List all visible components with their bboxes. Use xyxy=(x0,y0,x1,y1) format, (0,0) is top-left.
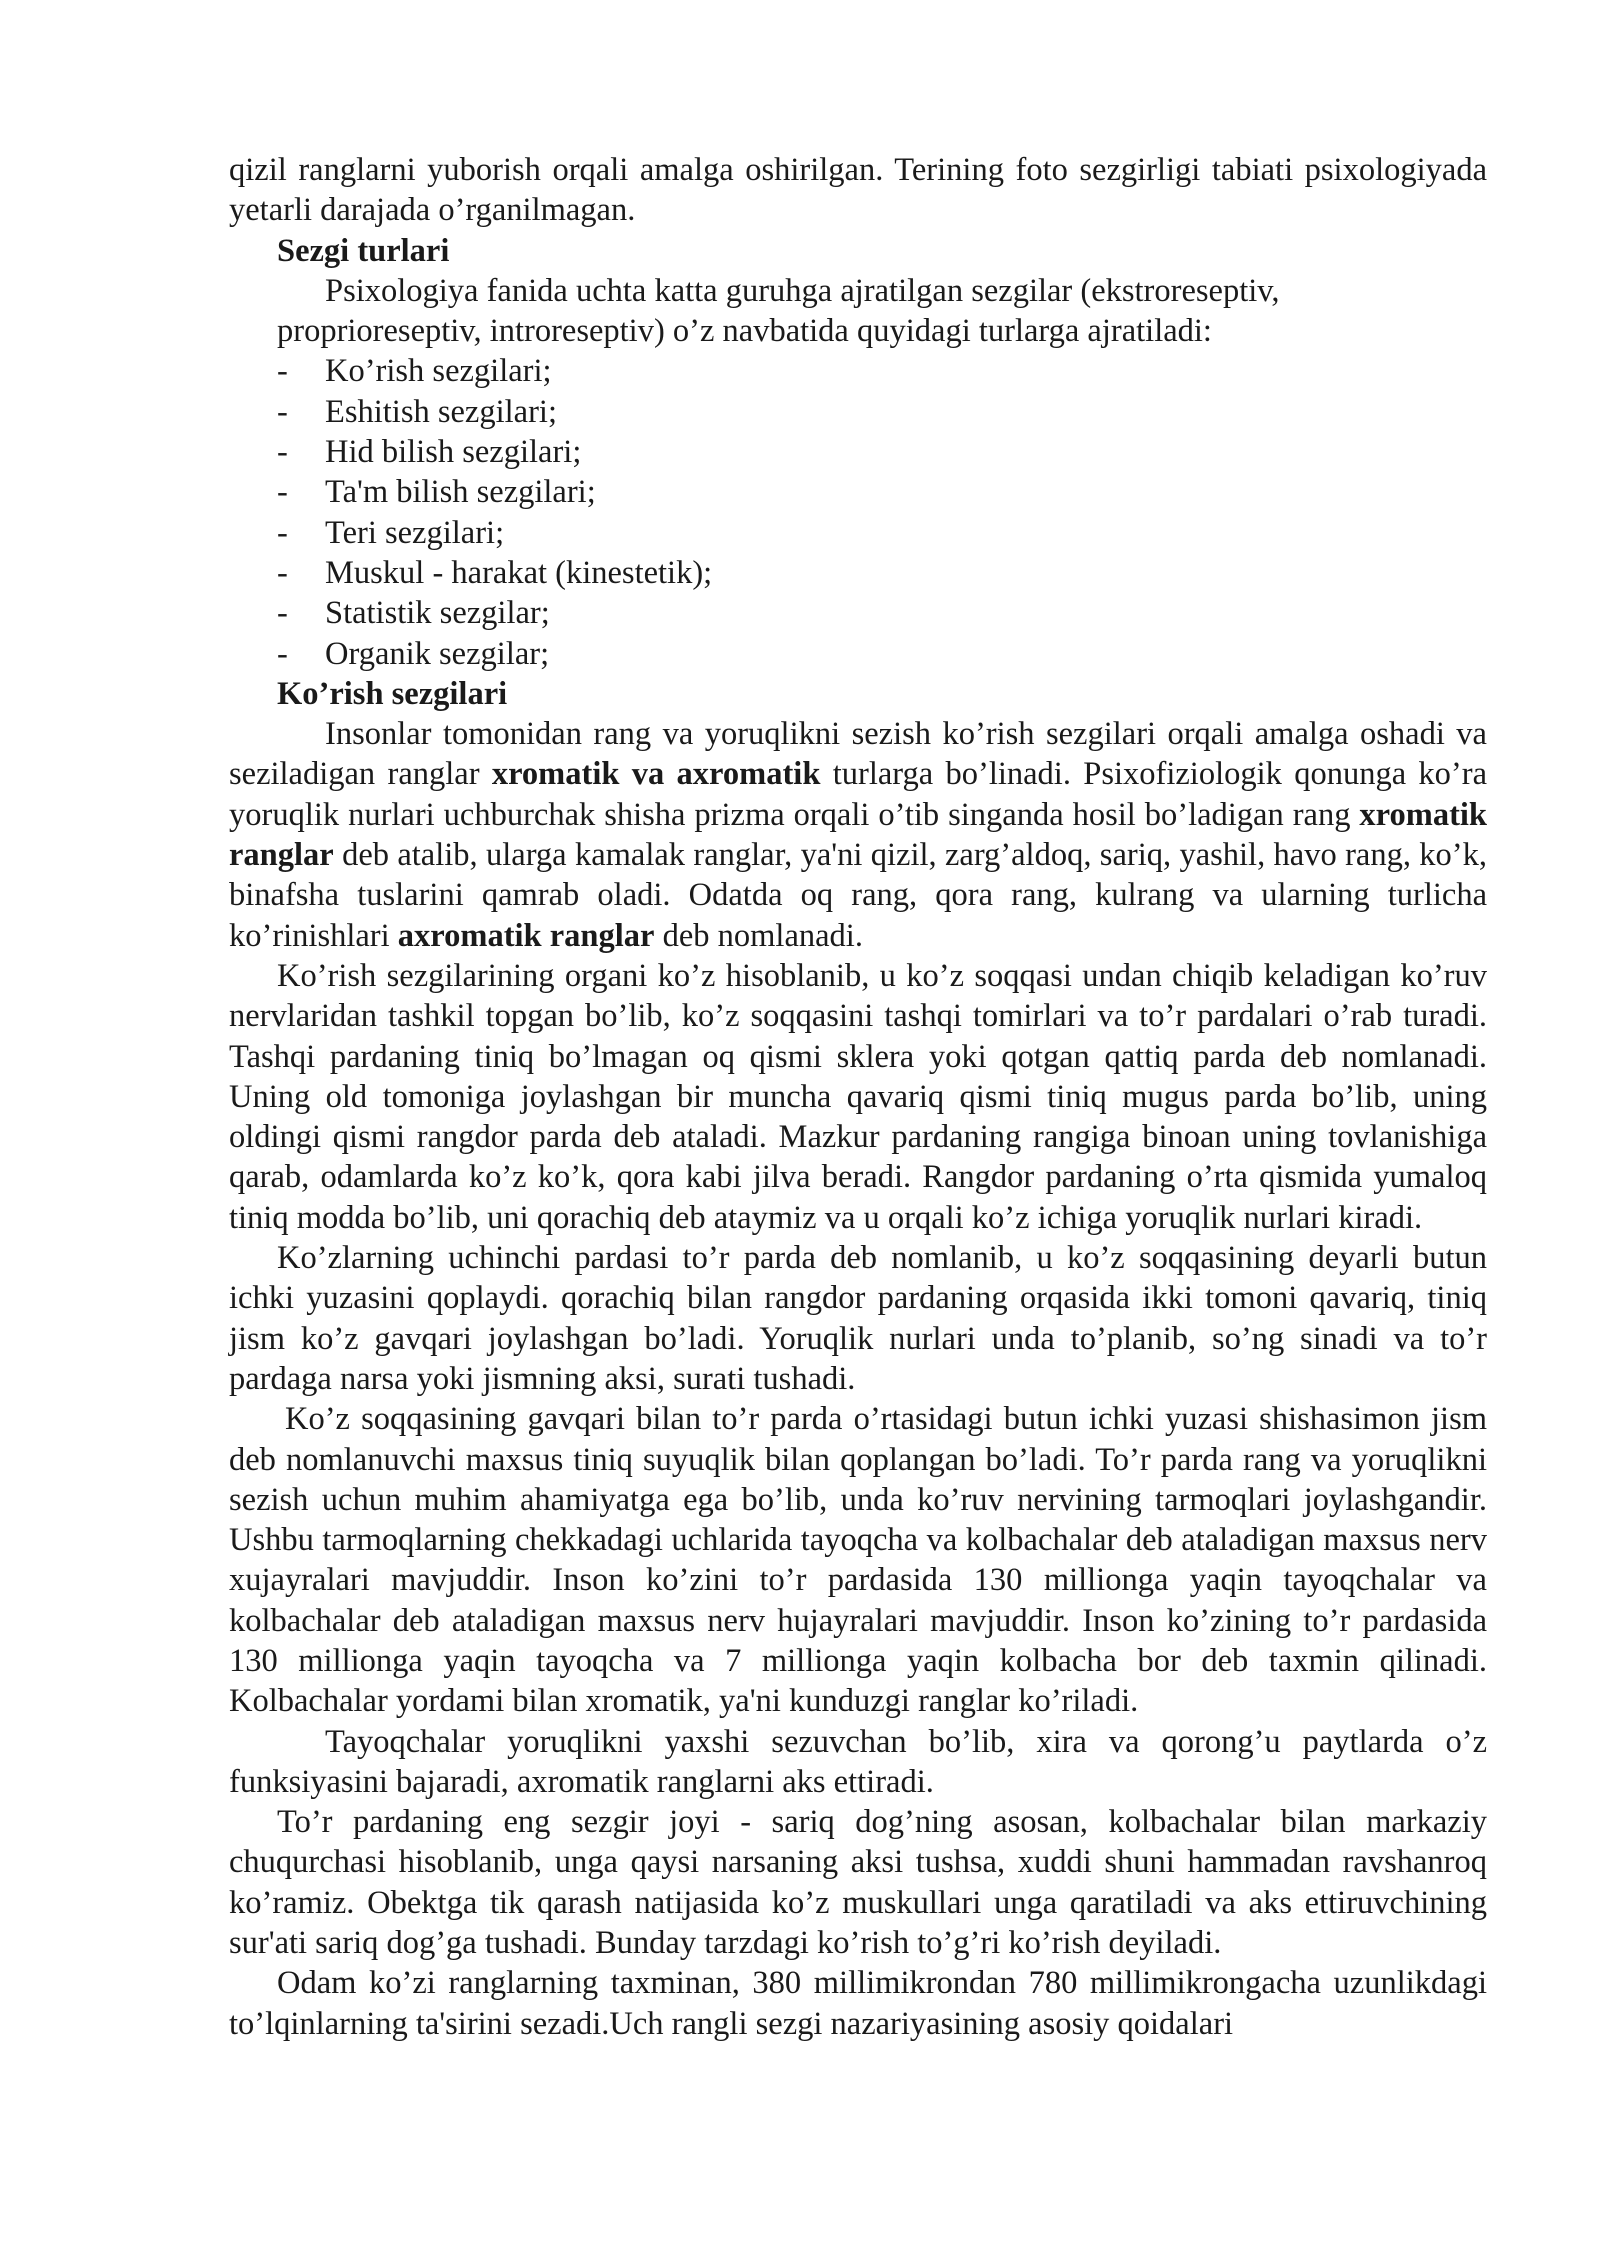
list-item-text: Ta'm bilish sezgilari; xyxy=(325,474,596,511)
list-marker: - xyxy=(277,595,288,632)
list-item-text: Hid bilish sezgilari; xyxy=(325,434,582,471)
intro-paragraph: qizil ranglarni yuborish orqali amalga oshirilgan. Terining foto sezgirligi tabiati psixologiyada yetarli darajada o’rganilmagan. xyxy=(229,152,1487,229)
list-item-text: Muskul - harakat (kinestetik); xyxy=(325,554,713,591)
paragraph-5: Tayoqchalar yoruqlikni yaxshi sezuvchan bo’lib, xira va qorong’u paytlarda o’z funksiyasini bajaradi, axromatik ranglarni aks ettiradi. xyxy=(229,1723,1487,1800)
paragraph-2: Ko’rish sezgilarining organi ko’z hisoblanib, u ko’z soqqasi undan chiqib keladigan ko’ruv nervlaridan tashkil topgan bo’lib, ko’z soqqasini tashqi tomirlari va to’r pardalari o’rab turadi. Tashqi pardaning tiniq bo’lmagan oq qismi sklera yoki qotgan qattiq parda deb nomlanadi. Uning old tomoniga joylashgan bir muncha qavariq qismi tiniq mugus parda bo’lib, uning oldingi qismi rangdor parda deb ataladi. Mazkur pardaning rangiga binoan uning tovlanishiga qarab, odamlarda ko’z ko’k, qora kabi jilva beradi. Rangdor pardaning o’rta qismida yumaloq tiniq modda bo’lib, uni qorachiq deb ataymiz va u orqali ko’z ichiga yoruqlik nurlari kiradi. xyxy=(229,957,1487,1236)
p1-text-d: deb atalib, ularga kamalak ranglar, ya'ni qizil, zarg’aldoq, sariq, yashil, havo rang, ko’k, binafsha tuslarini qamrab oladi. Odatda oq rang, qora rang, kulrang va ularning turlicha ko’rinishlari xyxy=(229,837,1487,954)
list-item xyxy=(277,432,1487,472)
p1-bold-xromatik-ranglar: xromatik ranglar xyxy=(229,796,1487,874)
list-marker: - xyxy=(277,635,288,672)
list-marker: - xyxy=(277,353,288,390)
heading-sezgi-turlari: Sezgi turlari xyxy=(277,232,450,269)
list-item-text: Organik sezgilar; xyxy=(325,635,550,672)
sezgi-turlari-intro xyxy=(229,271,1487,352)
list-marker: - xyxy=(277,434,288,471)
sezgi-turlari-intro-line-1: Psixologiya fanida uchta katta guruhga ajratilgan sezgilar (ekstroreseptiv, xyxy=(325,272,1280,309)
list-item xyxy=(277,351,1487,391)
p1-text-c: turlarga bo’linadi. Psixofiziologik qonunga ko’ra yoruqlik nurlari uchburchak shisha prizma orqali o’tib singanda hosil bo’ladigan rang xyxy=(229,756,1488,833)
list-item xyxy=(277,593,1487,633)
sezgi-turlari-intro-line-2: proprioreseptiv, introreseptiv) o’z navbatida quyidagi turlarga ajratiladi: xyxy=(277,313,1212,350)
p1-text-e: deb nomlanadi. xyxy=(654,917,863,954)
list-item xyxy=(277,634,1487,674)
document-page xyxy=(229,150,1487,2044)
list-item-text: Ko’rish sezgilari; xyxy=(325,353,552,390)
p1-bold-axromatik-ranglar: axromatik ranglar xyxy=(397,917,655,954)
paragraph-7: Odam ko’zi ranglarning taxminan, 380 millimikrondan 780 millimikrongacha uzunlikdagi to’lqinlarning ta'sirini sezadi.Uch rangli sezgi nazariyasining asosiy qoidalari xyxy=(229,1965,1487,2042)
list-item xyxy=(277,553,1487,593)
paragraph-4: Ko’z soqqasining gavqari bilan to’r parda o’rtasidagi butun ichki yuzasi shishasimon jism deb nomlanuvchi maxsus tiniq suyuqlik bilan qoplangan bo’ladi. To’r parda rang va yoruqlikni sezish uchun muhim ahamiyatga ega bo’lib, unda ko’ruv nervining tarmoqlari joylashgandir. Ushbu tarmoqlarning chekkadagi uchlarida tayoqcha va kolbachalar deb ataladigan maxsus nerv xujayralari mavjuddir. Inson ko’zini to’r pardasida 130 millionga yaqin tayoqchalar va kolbachalar deb ataladigan maxsus nerv hujayralari mavjuddir. Inson ko’zining to’r pardasida 130 millionga yaqin tayoqcha va 7 millionga yaqin kolbacha bor deb taxmin qilinadi. Kolbachalar yordami bilan xromatik, ya'ni kunduzgi ranglar ko’riladi. xyxy=(229,1401,1487,1720)
paragraph-1 xyxy=(229,714,1487,956)
list-marker: - xyxy=(277,554,288,591)
list-item xyxy=(277,392,1487,432)
list-marker: - xyxy=(277,474,288,511)
list-marker: - xyxy=(277,514,288,551)
list-item-text: Eshitish sezgilari; xyxy=(325,393,557,430)
sezgi-turlari-list xyxy=(229,351,1487,673)
p1-text-a: Insonlar tomonidan rang va yoruqlikni sezish ko’rish sezgilari orqali amalga oshadi va seziladigan ranglar xyxy=(229,716,1487,793)
list-item xyxy=(277,513,1487,553)
heading-korish-sezgilari: Ko’rish sezgilari xyxy=(277,675,508,712)
paragraph-3: Ko’zlarning uchinchi pardasi to’r parda deb nomlanib, u ko’z soqqasining deyarli butun ichki yuzasini qoplaydi. qorachiq bilan rangdor pardaning orqasida ikki tomoni qavariq, tiniq jism ko’z gavqari joylashgan bo’ladi. Yoruqlik nurlari unda to’planib, so’ng sinadi va to’r pardaga narsa yoki jismning aksi, surati tushadi. xyxy=(229,1240,1487,1397)
paragraph-6: To’r pardaning eng sezgir joyi - sariq dog’ning asosan, kolbachalar bilan markaziy chuqurchasi hisoblanib, unga qaysi narsaning aksi tushsa, xuddi shuni hammadan ravshanroq ko’ramiz. Obektga tik qarash natijasida ko’z muskullari unga qaratiladi va aks ettiruvchining sur'ati sariq dog’ga tushadi. Bunday tarzdagi ko’rish to’g’ri ko’rish deyiladi. xyxy=(229,1804,1487,1962)
list-item-text: Teri sezgilari; xyxy=(325,514,505,551)
list-item xyxy=(277,472,1487,512)
list-item-text: Statistik sezgilar; xyxy=(325,595,550,632)
list-marker: - xyxy=(277,393,288,430)
p1-bold-xromatik-axromatik: xromatik va axromatik xyxy=(491,756,821,793)
